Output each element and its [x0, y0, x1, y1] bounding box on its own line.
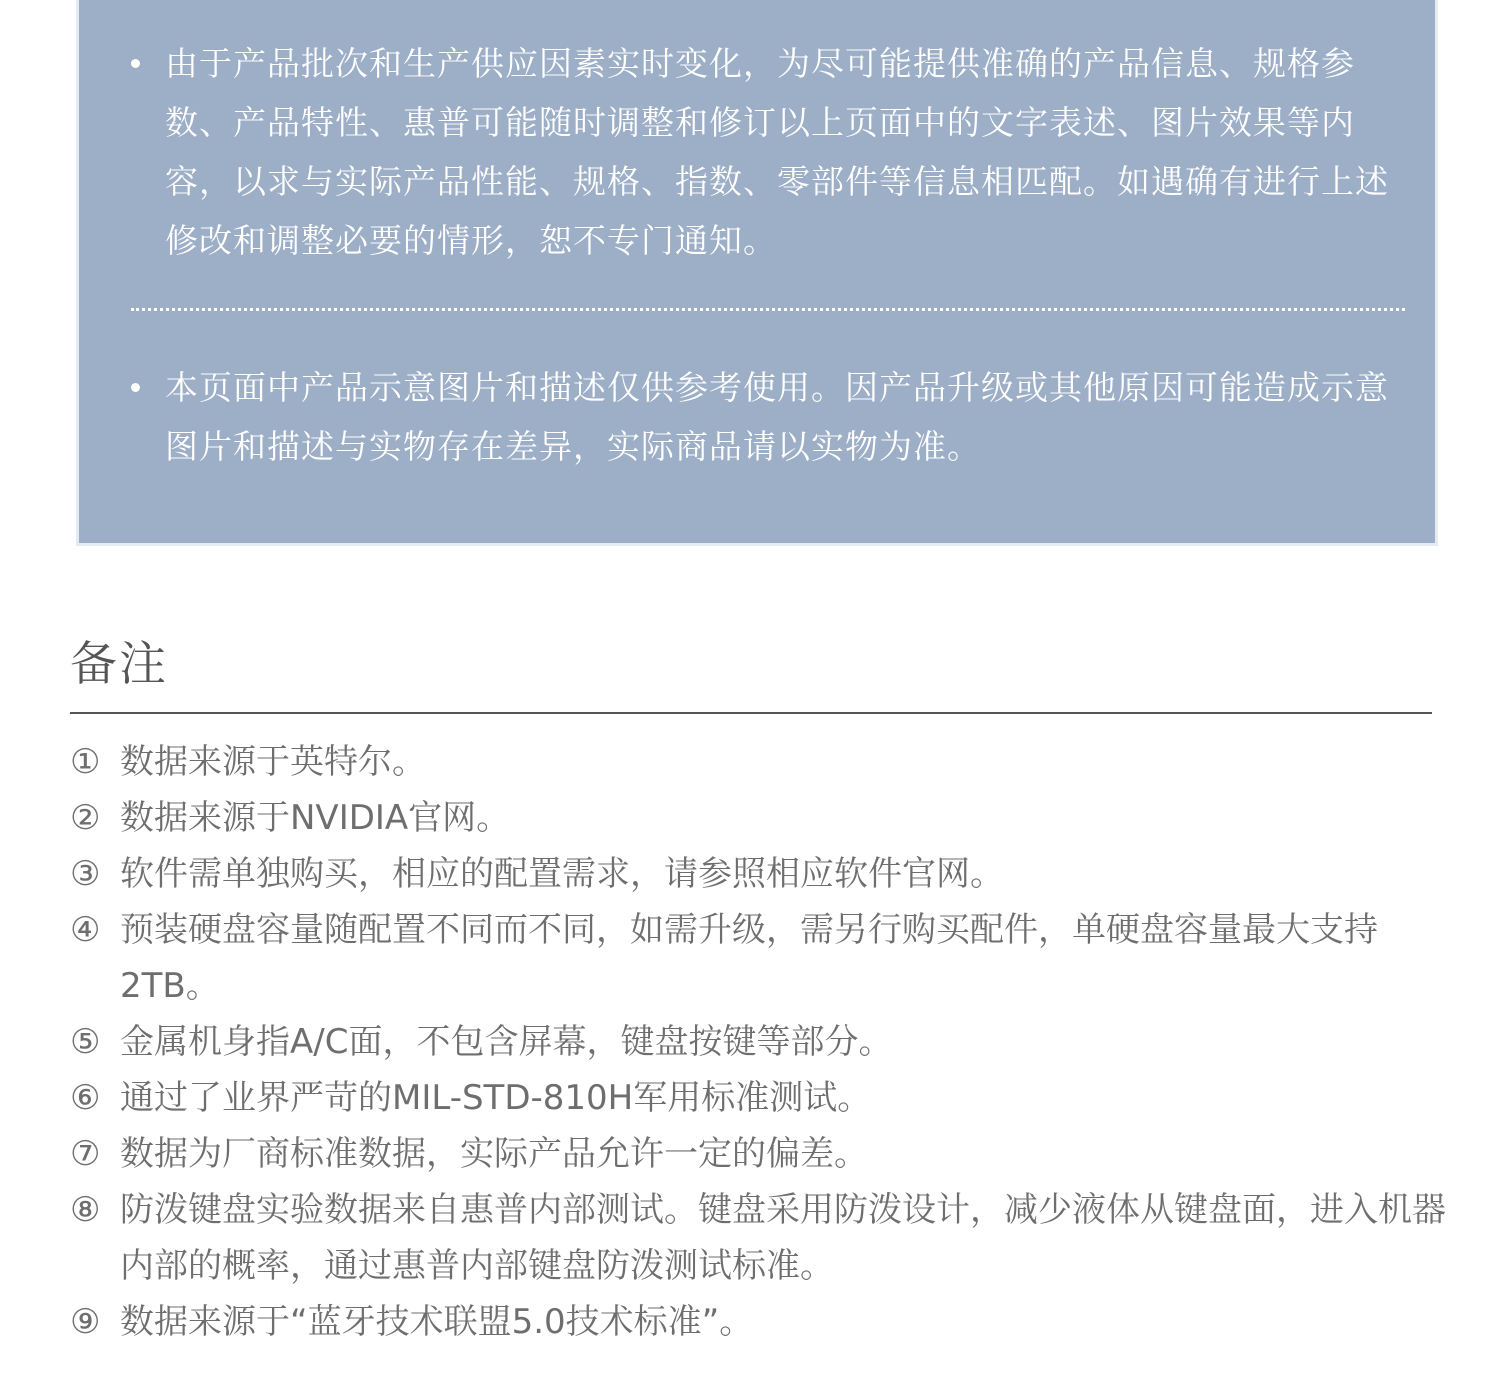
bullet-dot-icon	[131, 59, 140, 68]
note-text: 数据来源于英特尔。	[120, 742, 426, 782]
note-number: ⑧	[70, 1190, 101, 1230]
note-item	[70, 1294, 1450, 1350]
notice-box	[76, 0, 1438, 546]
notes-list	[70, 734, 1450, 1350]
notice-item-text: 由于产品批次和生产供应因素实时变化，为尽可能提供准确的产品信息、规格参数、产品特性、惠普可能随时调整和修订以上页面中的文字表述、图片效果等内容，以求与实际产品性能、规格、指数、零部件等信息相匹配。如遇确有进行上述修改和调整必要的情形，恕不专门通知。	[165, 44, 1389, 260]
note-number: ⑨	[70, 1302, 101, 1342]
note-text: 软件需单独购买，相应的配置需求，请参照相应软件官网。	[120, 854, 1004, 894]
notes-divider	[70, 712, 1432, 714]
note-item	[70, 790, 1450, 846]
note-item	[70, 1014, 1450, 1070]
note-number: ⑤	[70, 1022, 101, 1062]
note-number: ③	[70, 854, 101, 894]
note-number: ⑦	[70, 1134, 101, 1174]
note-text: 数据来源于NVIDIA官网。	[120, 798, 511, 838]
note-number: ⑥	[70, 1078, 101, 1118]
note-number: ①	[70, 742, 101, 782]
note-item	[70, 902, 1450, 1014]
note-item	[70, 734, 1450, 790]
note-text: 预装硬盘容量随配置不同而不同，如需升级，需另行购买配件，单硬盘容量最大支持2TB。	[120, 910, 1378, 1006]
note-text: 金属机身指A/C面，不包含屏幕，键盘按键等部分。	[120, 1022, 893, 1062]
bullet-dot-icon	[131, 383, 140, 392]
notice-item	[131, 358, 1389, 476]
notes-title: 备注	[70, 637, 168, 692]
note-item	[70, 846, 1450, 902]
dotted-divider	[131, 308, 1405, 311]
note-text: 防泼键盘实验数据来自惠普内部测试。键盘采用防泼设计，减少液体从键盘面，进入机器内部的概率，通过惠普内部键盘防泼测试标准。	[120, 1190, 1446, 1286]
note-item	[70, 1070, 1450, 1126]
note-item	[70, 1182, 1450, 1294]
note-number: ②	[70, 798, 101, 838]
note-text: 通过了业界严苛的MIL-STD-810H军用标准测试。	[120, 1078, 872, 1118]
note-item	[70, 1126, 1450, 1182]
note-text: 数据来源于“蓝牙技术联盟5.0技术标准”。	[120, 1302, 754, 1342]
notice-item-text: 本页面中产品示意图片和描述仅供参考使用。因产品升级或其他原因可能造成示意图片和描述与实物存在差异，实际商品请以实物为准。	[165, 368, 1389, 466]
notice-item	[131, 34, 1389, 270]
note-text: 数据为厂商标准数据，实际产品允许一定的偏差。	[120, 1134, 868, 1174]
note-number: ④	[70, 910, 101, 950]
